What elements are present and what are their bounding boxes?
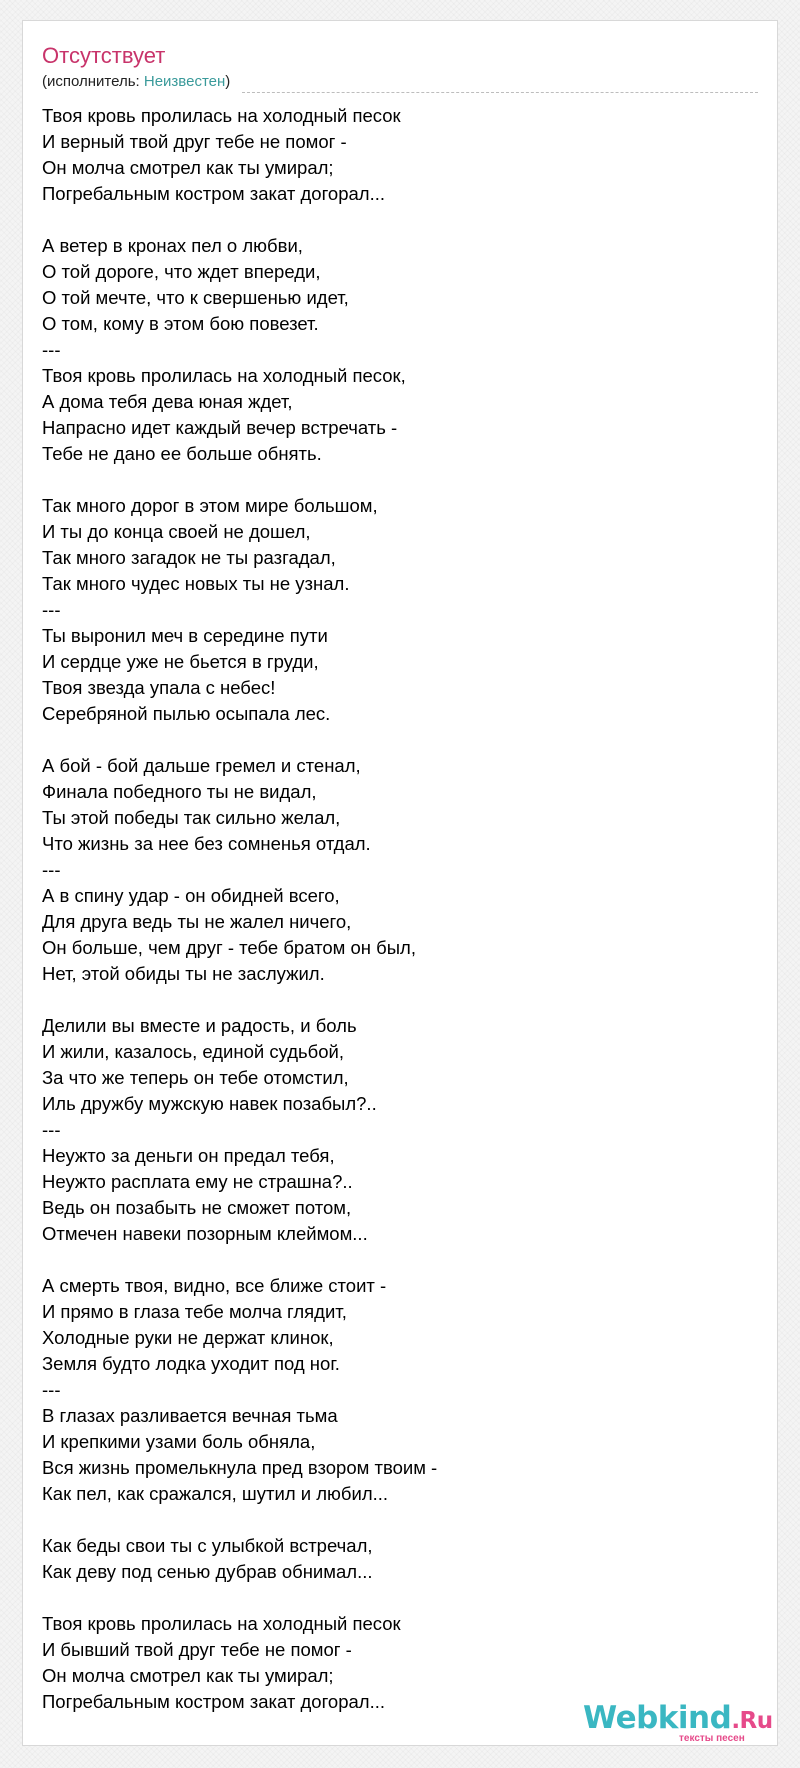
lyric-blank-line (42, 1585, 437, 1611)
lyric-line: А бой - бой дальше гремел и стенал, (42, 755, 361, 776)
lyric-line: И крепкими узами боль обняла, (42, 1431, 316, 1452)
lyric-line: Отмечен навеки позорным клеймом... (42, 1223, 368, 1244)
lyric-line: О той дороге, что ждет впереди, (42, 261, 321, 282)
song-title: Отсутствует (42, 43, 166, 68)
lyric-line: И жили, казалось, единой судьбой, (42, 1041, 345, 1062)
lyric-separator: --- (42, 339, 61, 360)
lyric-line: Неужто расплата ему не страшна?.. (42, 1171, 353, 1192)
lyric-line: Иль дружбу мужскую навек позабыл?.. (42, 1093, 377, 1114)
lyric-line: Так много загадок не ты разгадал, (42, 547, 336, 568)
lyric-line: Твоя кровь пролилась на холодный песок (42, 105, 401, 126)
lyric-line: В глазах разливается вечная тьма (42, 1405, 338, 1426)
lyric-line: А дома тебя дева юная ждет, (42, 391, 293, 412)
lyric-line: Неужто за деньги он предал тебя, (42, 1145, 335, 1166)
artist-line (42, 73, 230, 91)
logo-subtitle: тексты песен (679, 1733, 745, 1744)
lyric-blank-line (42, 467, 437, 493)
lyric-line: Серебряной пылью осыпала лес. (42, 703, 331, 724)
lyric-line: Напрасно идет каждый вечер встречать - (42, 417, 398, 438)
site-logo[interactable] (583, 1700, 773, 1746)
lyric-separator: --- (42, 599, 61, 620)
artist-prefix: (исполнитель: (42, 73, 144, 90)
lyric-line: Для друга ведь ты не жалел ничего, (42, 911, 352, 932)
lyric-line: Так много чудес новых ты не узнал. (42, 573, 350, 594)
logo-main-text: Webkind (583, 1700, 732, 1736)
lyric-line: А в спину удар - он обидней всего, (42, 885, 340, 906)
lyric-line: Что жизнь за нее без сомненья отдал. (42, 833, 371, 854)
lyric-line: Тебе не дано ее больше обнять. (42, 443, 322, 464)
lyric-line: Финала победного ты не видал, (42, 781, 317, 802)
lyric-blank-line (42, 987, 437, 1013)
lyric-line: Как деву под сенью дубрав обнимал... (42, 1561, 373, 1582)
lyric-line: И бывший твой друг тебе не помог - (42, 1639, 352, 1660)
lyric-separator: --- (42, 859, 61, 880)
lyric-line: Нет, этой обиды ты не заслужил. (42, 963, 325, 984)
logo-tld-text: .Ru (731, 1708, 773, 1734)
lyric-line: Он молча смотрел как ты умирал; (42, 1665, 334, 1686)
lyric-line: За что же теперь он тебе отомстил, (42, 1067, 349, 1088)
lyric-line: Погребальным костром закат догорал... (42, 1691, 385, 1712)
lyric-blank-line (42, 727, 437, 753)
lyric-line: Холодные руки не держат клинок, (42, 1327, 334, 1348)
lyric-line: А смерть твоя, видно, все ближе стоит - (42, 1275, 387, 1296)
lyric-line: Ведь он позабыть не сможет потом, (42, 1197, 352, 1218)
lyric-line: Как пел, как сражался, шутил и любил... (42, 1483, 389, 1504)
lyric-line: И прямо в глаза тебе молча глядит, (42, 1301, 347, 1322)
title-divider (242, 92, 758, 93)
artist-link[interactable]: Неизвестен (143, 73, 226, 90)
lyric-line: Делили вы вместе и радость, и боль (42, 1015, 357, 1036)
artist-suffix: ) (225, 73, 231, 90)
lyric-line: Как беды свои ты с улыбкой встречал, (42, 1535, 373, 1556)
lyric-blank-line (42, 1507, 437, 1533)
lyric-line: А ветер в кронах пел о любви, (42, 235, 303, 256)
lyric-line: И верный твой друг тебе не помог - (42, 131, 347, 152)
lyric-line: Ты этой победы так сильно желал, (42, 807, 341, 828)
lyric-separator: --- (42, 1379, 61, 1400)
lyric-line: Твоя кровь пролилась на холодный песок, (42, 365, 406, 386)
lyric-line: Он больше, чем друг - тебе братом он был, (42, 937, 416, 958)
lyric-blank-line (42, 207, 437, 233)
lyric-line: Твоя звезда упала с небес! (42, 677, 276, 698)
lyric-line: Погребальным костром закат догорал... (42, 183, 385, 204)
lyric-line: О том, кому в этом бою повезет. (42, 313, 319, 334)
lyric-line: Вся жизнь промелькнула пред взором твоим - (42, 1457, 438, 1478)
lyric-line: И сердце уже не бьется в груди, (42, 651, 319, 672)
lyric-line: Так много дорог в этом мире большом, (42, 495, 378, 516)
lyric-line: Он молча смотрел как ты умирал; (42, 157, 334, 178)
lyric-line: И ты до конца своей не дошел, (42, 521, 311, 542)
lyrics-text (42, 103, 437, 1715)
lyric-line: Ты выронил меч в середине пути (42, 625, 328, 646)
lyric-blank-line (42, 1247, 437, 1273)
lyric-separator: --- (42, 1119, 61, 1140)
lyric-line: Земля будто лодка уходит под ног. (42, 1353, 340, 1374)
lyric-line: Твоя кровь пролилась на холодный песок (42, 1613, 401, 1634)
lyric-line: О той мечте, что к свершенью идет, (42, 287, 349, 308)
